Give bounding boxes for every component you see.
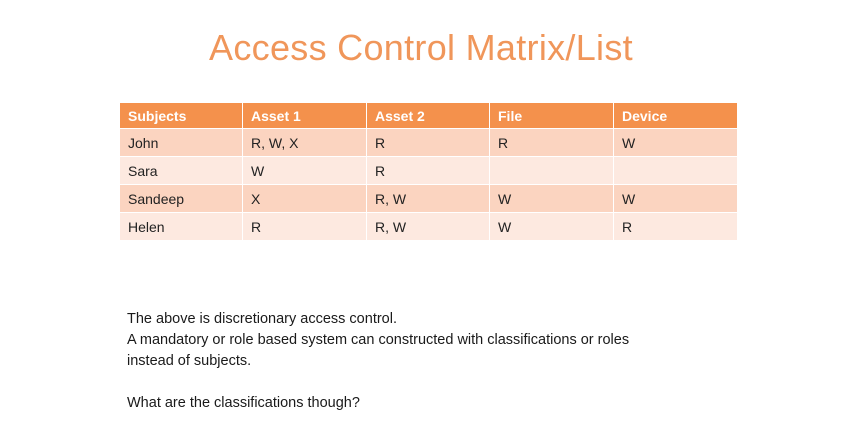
cell-asset-1: W [243,157,367,185]
slide-title: Access Control Matrix/List [209,27,633,68]
cell-subject: John [120,129,243,157]
cell-asset-1: R, W, X [243,129,367,157]
cell-file: R [490,129,614,157]
cell-asset-2: R [367,129,490,157]
paragraph-gap [127,372,747,393]
table-row [120,157,737,185]
header-device: Device [614,103,737,129]
cell-file: W [490,185,614,213]
header-file: File [490,103,614,129]
cell-asset-2: R, W [367,185,490,213]
access-control-matrix [120,103,737,241]
cell-subject: Sara [120,157,243,185]
cell-device: R [614,213,737,241]
cell-subject: Sandeep [120,185,243,213]
cell-file: W [490,213,614,241]
cell-device: W [614,129,737,157]
cell-file [490,157,614,185]
cell-device [614,157,737,185]
cell-asset-2: R, W [367,213,490,241]
note-question: What are the classifications though? [127,395,360,411]
table-row [120,213,737,241]
cell-asset-1: X [243,185,367,213]
table-row [120,129,737,157]
header-asset-1: Asset 1 [243,103,367,129]
note-line: The above is discretionary access control. [127,311,397,327]
notes-text-block [127,309,747,414]
header-subjects: Subjects [120,103,243,129]
cell-asset-1: R [243,213,367,241]
cell-asset-2: R [367,157,490,185]
cell-subject: Helen [120,213,243,241]
header-asset-2: Asset 2 [367,103,490,129]
cell-device: W [614,185,737,213]
table-header-row [120,103,737,129]
note-line: A mandatory or role based system can constructed with classifications or roles [127,332,630,348]
table-row [120,185,737,213]
note-line: instead of subjects. [127,353,252,369]
